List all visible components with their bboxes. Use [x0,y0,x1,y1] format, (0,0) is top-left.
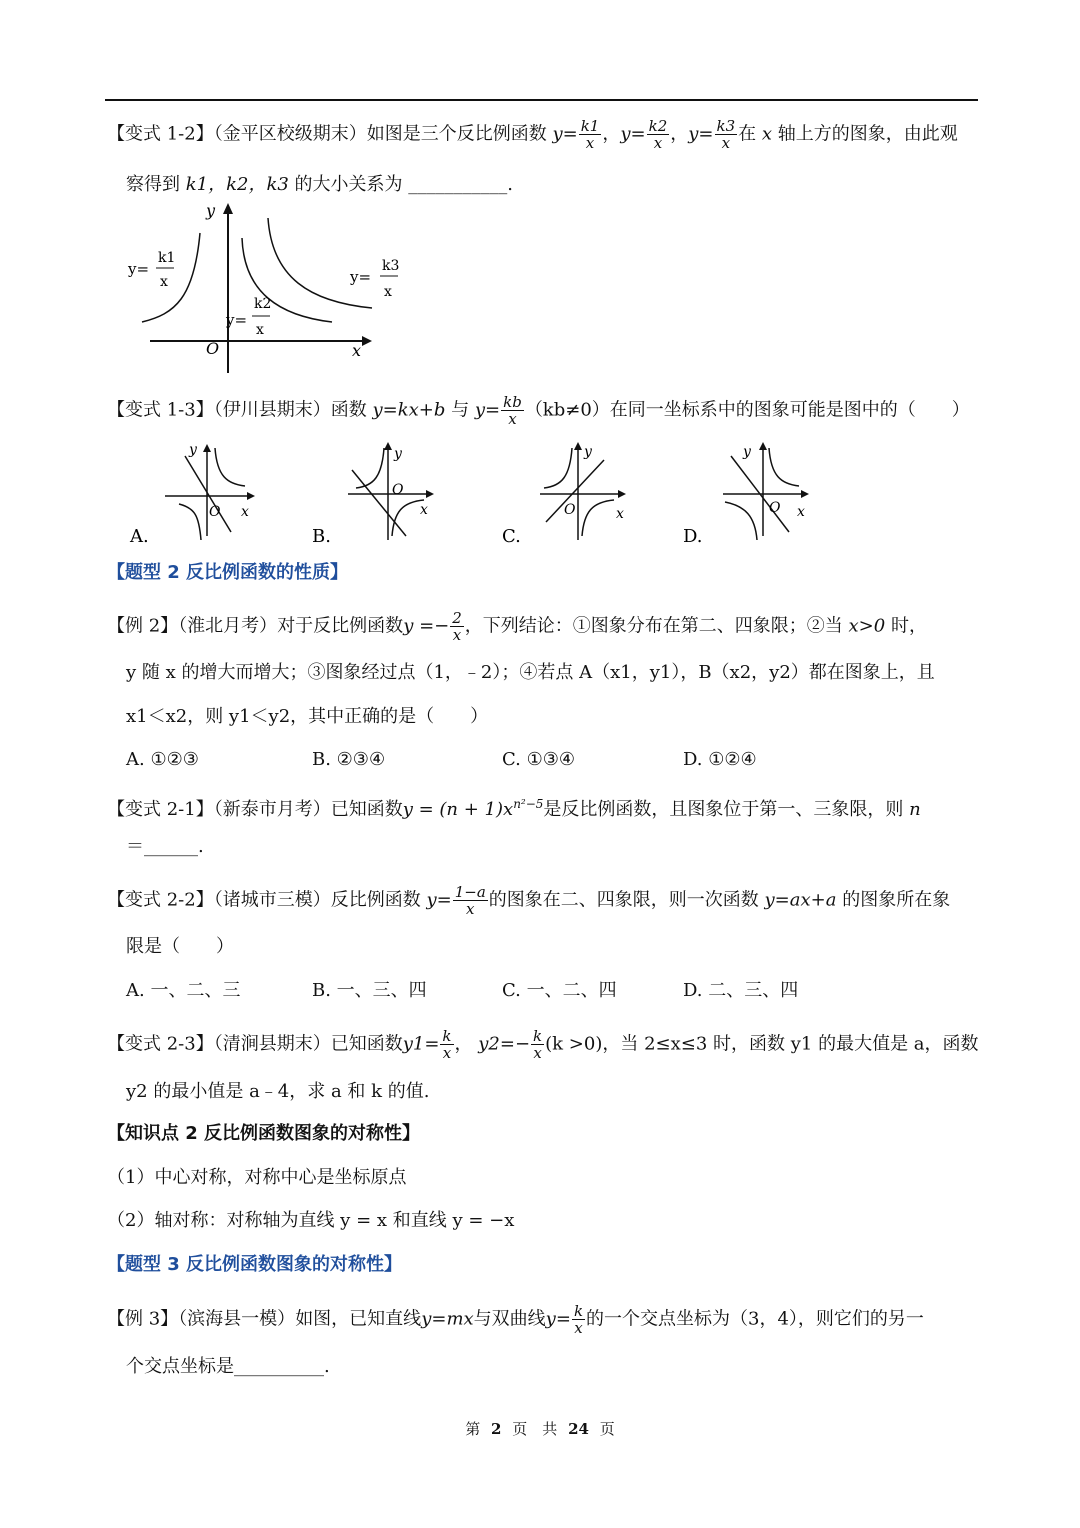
v21-text1: 已知函数 [330,799,403,820]
v22-tag: 【变式 2-2】 [107,889,214,911]
ex2-tag: 【例 2】 [107,615,179,637]
v12-label1-y: y= [128,260,150,278]
v13-graph-c [540,442,626,540]
ex3-text3: 的一个交点坐标为（3，4），则它们的另一 [586,1308,924,1330]
ex2-text4: 时， [890,615,927,637]
ex3-frac [572,1303,585,1336]
ex3-frac-num: k [573,1302,584,1320]
v12-label3-den: x [384,284,392,300]
kp2-title: 【知识点 2 反比例函数图象的对称性】 [107,1123,421,1144]
ex3-tag: 【例 3】 [107,1308,179,1330]
v12-frac1-den: x [585,134,595,152]
v22-frac-num: 1−a [454,883,486,901]
ex3-text1: 如图，已知直线 [295,1308,422,1330]
v13-tag: 【变式 1-3】 [107,399,214,421]
v12-tag: 【变式 1-2】 [107,123,214,145]
v12-label2-den: x [256,322,264,338]
ex2-expr1: y =− [403,615,450,637]
v12-text6: k1，k2，k3 [185,174,289,195]
v21-exponent: n²−5 [513,797,544,811]
v12-frac2 [647,118,670,151]
v13-source: （伊川县期末） [213,399,331,421]
v12-label3-y: y= [350,268,372,286]
v22-text2: 的图象在二、四象限，则一次函数 [488,889,759,911]
kp2-point2: （2）轴对称：对称轴为直线 y = x 和直线 y = −x [107,1210,515,1231]
v22-option-c[interactable]: C. 一、二、四 [502,980,617,1001]
v13-line1 [107,394,970,427]
ex3-text2: 与双曲线 [473,1308,546,1330]
v12-text7: 的大小关系为 [294,174,403,195]
ex2-text3: x>0 [848,615,886,637]
v22-line1 [107,884,950,917]
ex2-line1 [107,610,927,643]
v12-text5: 察得到 [126,174,180,195]
ex3-frac-den: x [574,1319,583,1337]
v13-a-y: y [189,442,197,458]
v13-graph-a [165,442,255,540]
v21-tag: 【变式 2-1】 [107,799,214,820]
v23-line2: y2 的最小值是 a﹣4，求 a 和 k 的值. [126,1081,430,1102]
v12-graph-x-label: x [352,341,362,360]
v12-label2-y: y= [226,311,248,329]
v12-frac3 [715,118,738,151]
ex3-expr1: y=mx [421,1308,474,1330]
ex2-frac [450,610,464,643]
v12-text3: x [761,123,773,145]
v22-option-a[interactable]: A. 一、二、三 [126,980,241,1001]
v22-text3: 的图象所在象 [842,889,951,911]
v12-frac3-num: k3 [716,117,736,135]
v23-expr1: y1= [402,1033,440,1055]
footer-pre: 第 [465,1420,481,1438]
v13-a-x: x [241,504,249,520]
v12-curve-k3 [268,218,372,308]
v12-frac1-num: k1 [580,117,600,135]
v12-graph-y-label: y [206,201,216,220]
v13-c-o: O [564,502,576,518]
v12-line2 [126,172,513,198]
ex3-line2: 个交点坐标是__________. [126,1356,330,1377]
v23-frac2-num: k [533,1027,543,1045]
v13-d-o: O [769,500,781,516]
v23-tag: 【变式 2-3】 [107,1033,214,1055]
ex2-frac-num: 2 [452,609,462,627]
v13-text2: 与 [451,399,470,421]
v23-source: （清涧县期末） [213,1033,331,1055]
v13-a-o: O [209,504,221,520]
ex2-option-a[interactable]: A. ①②③ [126,749,199,770]
v12-label3-num: k3 [382,258,400,274]
v22-frac [453,884,488,917]
v23-frac2 [531,1028,544,1061]
v23-text3: (k >0)，当 2≤x≤3 时，函数 y1 的最大值是 a，函数 [545,1033,979,1055]
v12-label2-num: k2 [254,296,272,312]
v22-frac-den: x [466,900,475,918]
v12-line1: 【变式 1-2】（金平区校级期末）如图是三个反比例函数 y= $\frac{k1}{x}$ ，y= $\frac{k2}{x}$ ，y= $\frac{k3}{x}$ 在 x 轴上方的图象，由此观 [107,117,958,152]
v23-frac1-den: x [442,1044,452,1062]
v21-line2: ＝______. [126,836,204,857]
ex2-option-d[interactable]: D. ①②④ [683,749,757,770]
v23-frac1-num: k [442,1027,452,1045]
v13-c-x: x [616,506,624,522]
ex2-source: （淮北月考） [178,615,278,637]
v12-answer-blank: ___________ [408,174,508,195]
v13-text1: 函数 [330,399,367,421]
ex2-line3: x1＜x2，则 y1＜y2，其中正确的是（ ） [126,706,489,727]
v12-label1-num: k1 [158,250,176,266]
v13-d-x: x [797,504,805,520]
v22-expr1: y= [426,889,452,911]
v23-text2: ， [454,1033,473,1055]
v12-source: （金平区校级期末） [213,123,367,145]
v22-source: （诸城市三模） [213,889,331,911]
v13-d-y: y [743,444,751,460]
v13-frac-den: x [508,410,517,428]
v13-graph-d [723,442,809,540]
v12-text4: 轴上方的图象，由此观 [777,123,958,145]
v13-frac [501,394,524,427]
v12-curve-k1 [142,233,200,322]
v12-graph [120,198,420,378]
v22-expr2: y=ax+a [764,889,837,911]
v13-option-b[interactable]: B. [312,526,331,547]
v22-option-d[interactable]: D. 二、三、四 [683,980,799,1001]
v13-option-a[interactable]: A. [130,526,149,547]
ex2-frac-den: x [452,626,462,644]
ex3-line1 [107,1303,924,1336]
v23-text1: 已知函数 [330,1033,403,1055]
footer-total-pages: 24 [568,1420,589,1438]
header-rule [105,99,978,101]
v21-text3: n [909,799,921,820]
ex2-text1: 对于反比例函数 [277,615,404,637]
v13-option-c[interactable]: C. [502,526,521,547]
v13-b-o: O [392,482,404,498]
ex2-line2: y 随 x 的增大而增大；③图象经过点（1，﹣2）；④若点 A（x1，y1），B（x2，y2）都在图象上，且 [126,662,935,683]
v23-frac1 [440,1028,453,1061]
v13-graph-b [348,442,434,540]
type2-heading: 【题型 2 反比例函数的性质】 [107,562,349,583]
ex3-source: （滨海县一模） [178,1308,296,1330]
v13-c-y: y [584,444,592,460]
v12-label1-den: x [160,274,168,290]
v12-graph-origin: O [206,339,220,358]
v23-expr2: y2=− [478,1033,531,1055]
v13-b-y: y [394,446,402,462]
kp2-point1: （1）中心对称，对称中心是坐标原点 [107,1167,407,1188]
ex2-option-c[interactable]: C. ①③④ [502,749,575,770]
v13-frac-num: kb [503,393,522,411]
v21-text2: 是反比例函数，且图象位于第一、三象限，则 [543,799,904,820]
type3-heading: 【题型 3 反比例函数图象的对称性】 [107,1254,403,1275]
ex3-expr2: y= [545,1308,571,1330]
footer-page-number: 2 [491,1420,502,1438]
v12-frac2-num: k2 [648,117,668,135]
v13-expr1: y=kx+b [372,399,446,421]
v12-frac3-den: x [721,134,731,152]
v12-text2: 在 [738,123,757,145]
v12-end: . [507,174,514,195]
v21-expr1: y = (n + 1)x [402,799,514,820]
v13-text3: （kb≠0）在同一坐标系中的图象可能是图中的（ ） [524,399,970,421]
v12-frac1 [579,118,602,151]
v21-source: （新泰市月考） [213,799,331,820]
page-footer [0,1418,1080,1439]
v23-line1 [107,1028,979,1061]
v13-expr2: y= [474,399,501,421]
v22-text1: 反比例函数 [330,889,421,911]
ex2-text2: ，下列结论：①图象分布在第二、四象限；②当 [464,615,843,637]
v22-line2: 限是（ ） [126,936,234,957]
v13-option-d[interactable]: D. [683,526,703,547]
v13-b-x: x [420,502,428,518]
footer-mid: 页 共 [512,1420,558,1438]
v21-line1 [107,791,921,823]
v23-frac2-den: x [533,1044,542,1062]
footer-post: 页 [599,1420,615,1438]
ex2-option-b[interactable]: B. ②③④ [312,749,386,770]
v12-frac2-den: x [653,134,663,152]
v12-text1: 如图是三个反比例函数 [366,123,547,145]
v13-option-graphs [120,436,840,551]
v22-option-b[interactable]: B. 一、三、四 [312,980,427,1001]
